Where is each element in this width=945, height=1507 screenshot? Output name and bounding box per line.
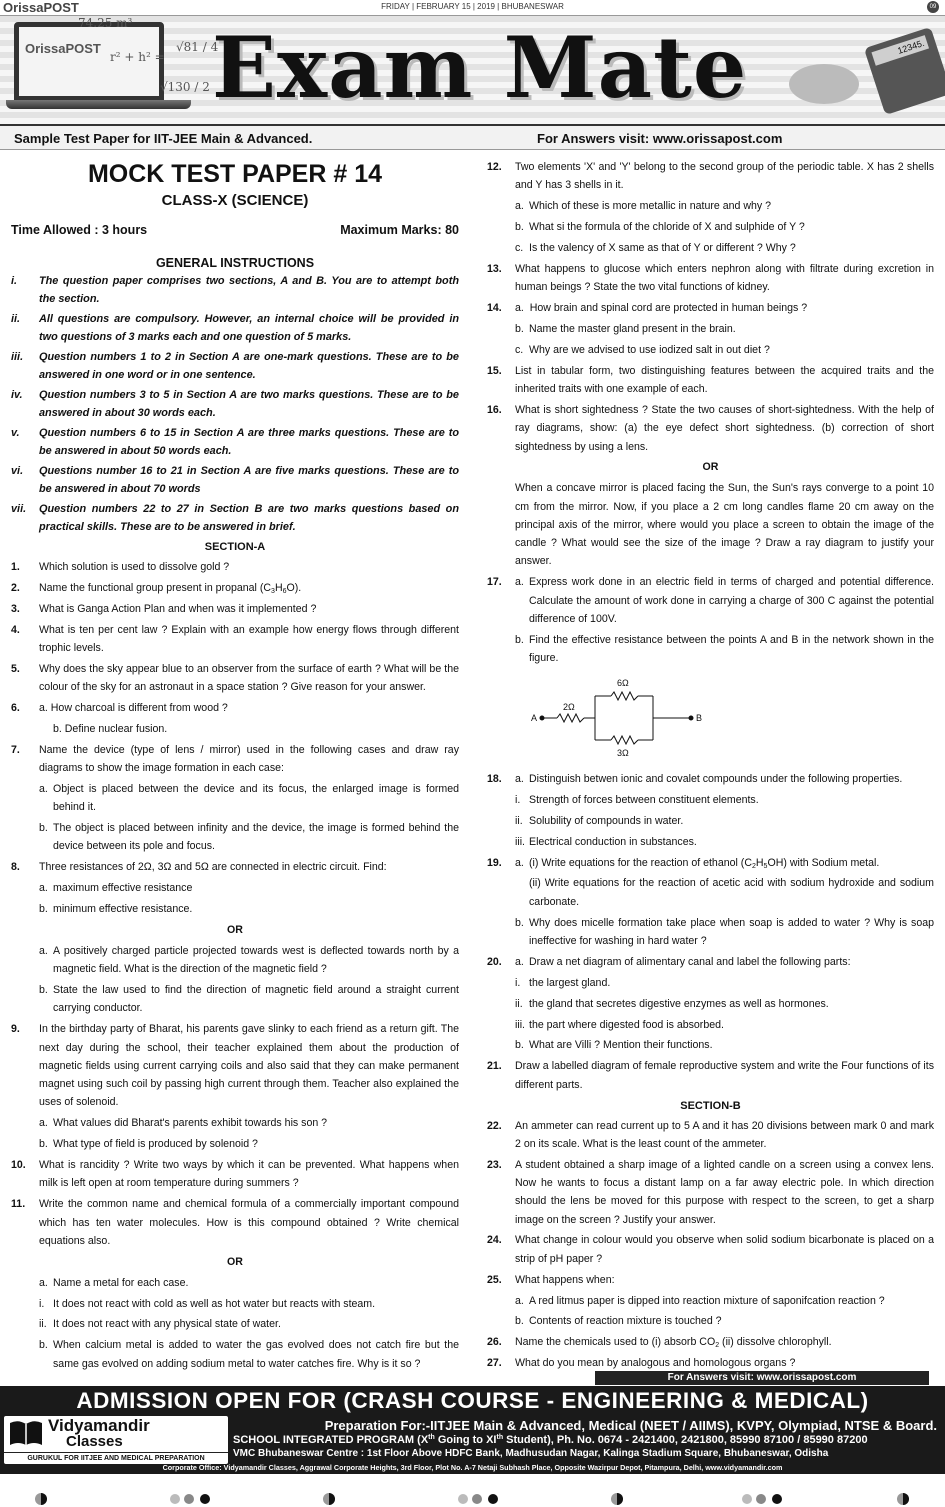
calculator-illustration	[864, 27, 945, 115]
logo-name-line2: Classes	[66, 1433, 123, 1450]
question-7: 7. Name the device (type of lens / mirror) used in the following cases and draw ray diagrams to show the image formation in each case:	[11, 743, 459, 775]
question-15: 15. List in tabular form, two distinguishing features between the acquired traits and the inherited traits with one example of each.	[487, 364, 934, 396]
resistor-3-label: 3Ω	[617, 748, 629, 759]
question-8a: a. maximum effective resistance	[39, 882, 193, 895]
page-number: 09	[927, 1, 939, 13]
question-14: 14. a. How brain and spinal cord are protected in human beings ?	[487, 302, 808, 315]
ad-headline: ADMISSION OPEN FOR (CRASH COURSE - ENGINEERING & MEDICAL)	[76, 1388, 869, 1413]
question-9b: b. What type of field is produced by solenoid ?	[39, 1138, 258, 1151]
or-divider: OR	[227, 923, 243, 936]
instruction-item: vii. Question numbers 22 to 27 in Section B are two marks questions based on practical skills. These are to be answered in brief.	[11, 502, 459, 534]
formula-text: √81 / 4	[176, 40, 219, 54]
question-2: 2. Name the functional group present in propanal $(C_3H_6O)$.	[11, 581, 302, 595]
ad-corporate-line: Corporate Office: Vidyamandir Classes, Aggrawal Corporate Heights, 3rd Floor, Plot No. A-7 Netaji Subhash Place, Opposite Wazirpur Depot, Pitampura, Delhi, www.vidyamandir.com	[162, 1463, 783, 1472]
question-9a: a. What values did Bharat's parents exhibit towards his son ?	[39, 1117, 328, 1130]
formula-text: 74.25 m³	[78, 16, 133, 30]
question-20-i: i. the largest gland.	[515, 976, 611, 989]
point-b-label: B	[696, 713, 703, 724]
masthead-title: Exam Mate	[212, 18, 748, 117]
or-divider: OR	[702, 461, 719, 474]
dateline: FRIDAY | FEBRUARY 15 | 2019 | BHUBANESWAR	[381, 2, 564, 11]
instruction-item: v. Question numbers 6 to 15 in Section A are three marks questions. These are to be answered in about 50 words each.	[11, 426, 459, 458]
question-18-ii: ii. Solubility of compounds in water.	[515, 814, 684, 827]
question-22: 22. An ammeter can read current up to 5 A and it has 20 divisions between mark 0 and mark 2 on its scale. What is the least count of the ammeter.	[487, 1119, 934, 1150]
formula-text: √130 / 2	[160, 80, 210, 94]
question-13: 13. What happens to glucose which enters nephron along with filtrate during excretion in human beings ? State the two vital functions of kidney.	[487, 262, 934, 294]
paper-title: MOCK TEST PAPER # 14	[87, 160, 383, 188]
mouse-illustration	[789, 64, 859, 104]
question-1: 1. Which solution is used to dissolve gold ?	[11, 560, 230, 573]
question-14c: c. Why are we advised to use iodized salt in out diet ?	[515, 343, 770, 356]
question-8b: b. minimum effective resistance.	[39, 903, 193, 916]
question-12c: c. Is the valency of X same as that of Y or different ? Why ?	[515, 241, 796, 254]
tagline-bar	[0, 124, 945, 150]
ad-centre-line: VMC Bhubaneswar Centre : 1st Floor Above HDFC Bank, Madhusudan Nagar, Kalinga Stadium Square, Bhubaneswar, Odisha	[233, 1448, 829, 1459]
advertisement-banner	[0, 1386, 945, 1474]
paper-subtitle: CLASS-X (SCIENCE)	[161, 192, 309, 209]
question-18-i: i. Strength of forces between constituent elements.	[515, 793, 759, 806]
left-column	[11, 158, 459, 1376]
registration-mark-icon	[896, 1492, 910, 1506]
logo-name-line1: Vidyamandir	[48, 1416, 150, 1435]
question-24: 24. What change in colour would you observe when solid sodium bicarbonate is placed on a strip of pH paper ?	[487, 1234, 934, 1265]
point-a-label: A	[531, 713, 538, 724]
question-18: 18. a. Distinguish betwen ionic and covalet compounds under the following properties.	[487, 773, 903, 786]
instruction-item: i. The question paper comprises two sections, A and B. You are to attempt both the section.	[11, 275, 459, 306]
question-8-or-b: b. State the law used to find the direction of magnetic field around a straight current carrying conductor.	[39, 984, 459, 1015]
formula-text: r² + h² =	[110, 50, 165, 64]
question-8-or-a: a. A positively charged particle projected towards west is deflected towards north by a magnetic field. What is the direction of the magnetic field ?	[39, 944, 459, 976]
registration-mark-icon	[456, 1492, 502, 1506]
tagline-left: Sample Test Paper for IIT-JEE Main & Advanced.	[14, 131, 313, 146]
question-20: 20. a. Draw a net diagram of alimentary canal and label the following parts:	[487, 955, 851, 968]
instruction-item: iii. Question numbers 1 to 2 in Section A are one-mark questions. These are to be answered in one word or in one sentence.	[11, 350, 459, 382]
question-19: 19. a. (i) Write equations for the reaction of ethanol $(C_2H_5OH)$ with Sodium metal.	[487, 856, 880, 870]
question-25a: a. A red litmus paper is dipped into reaction mixture of saponifcation reaction ?	[515, 1294, 885, 1307]
question-20-ii: ii. the gland that secretes digestive enzymes as well as hormones.	[515, 997, 829, 1010]
question-14b: b. Name the master gland present in the brain.	[515, 322, 736, 335]
question-8: 8. Three resistances of 2Ω, 3Ω and 5Ω are connected in electric circuit. Find:	[11, 861, 387, 874]
question-11a: a. Name a metal for each case.	[39, 1276, 189, 1289]
logo-tagline: GURUKUL FOR IITJEE AND MEDICAL PREPARATION	[4, 1452, 228, 1464]
laptop-brand: OrissaPOST	[25, 41, 101, 56]
question-27: 27. What do you mean by analogous and homologous organs ?	[487, 1357, 796, 1370]
instruction-item: vi. Questions number 16 to 21 in Section A are five marks questions. These are to be answered in about 70 words	[11, 464, 459, 496]
registration-mark-icon	[168, 1492, 214, 1506]
question-11: 11. Write the common name and chemical formula of a commercially important compound which has ten water molecules. How is this compound obtained ? Write chemical equations also.	[11, 1198, 459, 1247]
question-20b: b. What are Villi ? Mention their functions.	[515, 1039, 713, 1052]
question-16: 16. What is short sightedness ? State the two causes of short-sightedness. With the help of ray diagrams, show: (a) the eye defect short sightedness. (b) correction of short sightedness by using a lens.	[487, 403, 934, 453]
section-b-heading: SECTION-B	[680, 1099, 741, 1112]
question-21: 21. Draw a labelled diagram of female reproductive system and write the Four functions of its different parts.	[487, 1060, 934, 1091]
question-4: 4. What is ten per cent law ? Explain with an example how energy flows through different trophic levels.	[11, 623, 459, 654]
ad-program-line: SCHOOL INTEGRATED PROGRAM (Xth Going to XIth Student), Ph. No. 0674 - 2421400, 2421800, 85990 87100 / 85990 87200	[233, 1434, 868, 1446]
question-11-ii: ii. It does not react with any physical state of water.	[39, 1318, 281, 1331]
question-17: 17. a. Express work done in an electric field in terms of charged and potential difference. Calculate the amount of work done in carrying a charge of 300 C against the potential difference of 100V.	[487, 576, 934, 625]
book-icon	[8, 1419, 44, 1447]
question-19a-ii: (ii) Write equations for the reaction of acetic acid with sodium hydroxide and sodium carbonate.	[529, 877, 934, 908]
masthead	[0, 16, 945, 124]
question-12b: b. What si the formula of the chloride of X and sulphide of Y ?	[515, 221, 805, 234]
question-11b: b. When calcium metal is added to water the gas evolved does not catch fire but the same gas evolved on adding sodium metal to water catches fire. Why is it so ?	[39, 1339, 459, 1370]
question-18-iii: iii. Electrical conduction in substances.	[515, 835, 697, 848]
vidyamandir-logo	[4, 1416, 228, 1464]
section-a-heading: SECTION-A	[204, 540, 266, 553]
question-12: 12. Two elements 'X' and 'Y' belong to the second group of the periodic table. X has 2 shells and Y has 3 shells in it.	[487, 161, 934, 192]
resistor-2-label: 2Ω	[563, 702, 575, 713]
instruction-item: ii. All questions are compulsory. However, an internal choice will be provided in two questions of 3 marks each and one question of 5 marks.	[11, 312, 459, 344]
question-6b: b. Define nuclear fusion.	[53, 722, 168, 735]
print-registration-marks	[0, 1490, 945, 1507]
question-26: 26. Name the chemicals used to (i) absorb $CO_2$ (ii) dissolve chlorophyll.	[487, 1336, 832, 1350]
question-19b: b. Why does micelle formation take place when soap is added to water ? Why is soap ineffective for washing in hard water ?	[515, 916, 934, 947]
paper-meta	[11, 220, 459, 240]
question-7a: a. Object is placed between the device and its focus, the enlarged image is formed behind it.	[39, 782, 459, 814]
instruction-item: iv. Question numbers 3 to 5 in Section A are two marks questions. These are to be answered in about 30 words each.	[11, 388, 459, 420]
instructions-title: GENERAL INSTRUCTIONS	[155, 256, 315, 270]
question-9: 9. In the birthday party of Bharat, his parents gave slinky to each friend as a return gift. The next day during the school, their teacher explained them about the production of magnetic fields using current carrying coils and also said that they can make permanent magnet using such coil by passing high current through them. Teacher also explained the uses of solenoid.	[11, 1023, 459, 1109]
question-25: 25. What happens when:	[487, 1273, 615, 1286]
top-strip	[0, 0, 945, 16]
question-11-i: i. It does not react with cold as well as hot water but reacts with steam.	[39, 1297, 376, 1310]
laptop-base	[6, 100, 191, 109]
newspaper-brand: OrissaPOST	[3, 0, 79, 15]
question-16-or: When a concave mirror is placed facing the Sun, the Sun's rays converge to a point 10 cm from the mirror. Now, if you place a 2 cm long candles flame 20 cm away on the principal axis of the mirror, where would you place a screen to obtain the image of the candle ? What would see the size of the image ? Draw a ray diagram to justify your answer.	[515, 482, 934, 568]
maximum-marks: Maximum Marks: 80	[340, 223, 459, 237]
question-10: 10. What is rancidity ? Write two ways by which it can be prevented. What happens when milk is left open at room temperature during summers ?	[11, 1159, 459, 1190]
question-7b: b. The object is placed between infinity and the device, the image is formed behind the device between its pole and focus.	[39, 822, 459, 853]
laptop-illustration	[6, 22, 206, 118]
question-3: 3. What is Ganga Action Plan and when was it implemented ?	[11, 602, 317, 615]
or-divider: OR	[227, 1255, 243, 1268]
registration-mark-icon	[740, 1492, 786, 1506]
tagline-right: For Answers visit: www.orissapost.com	[537, 131, 783, 146]
answers-link-bar[interactable]: For Answers visit: www.orissapost.com	[595, 1371, 929, 1385]
registration-mark-icon	[34, 1492, 48, 1506]
question-23: 23. A student obtained a sharp image of a lighted candle on a screen using a convex lens. Now he wants to focus a distant lamp on a far away electric pole. In which direction should the lens be moved for this purpose with respect to the screen, to get a sharp image on the screen ? Justify your answer.	[487, 1158, 934, 1226]
calculator-display: 12345.	[871, 35, 929, 66]
registration-mark-icon	[610, 1492, 624, 1506]
resistor-6-label: 6Ω	[617, 678, 629, 689]
time-allowed: Time Allowed : 3 hours	[11, 223, 148, 237]
ad-preparation-line: Preparation For:-IITJEE Main & Advanced, Medical (NEET / AIIMS), KVPY, Olympiad, NTSE & Board.	[324, 1418, 937, 1433]
circuit-diagram	[515, 670, 934, 766]
registration-mark-icon	[322, 1492, 336, 1506]
question-5: 5. Why does the sky appear blue to an observer from the surface of earth ? What will be the colour of the sky for an astronaut in a space station ? Give reason for your answer.	[11, 662, 459, 694]
question-17b: b. Find the effective resistance between the points A and B in the network shown in the figure.	[515, 633, 934, 665]
question-12a: a. Which of these is more metallic in nature and why ?	[515, 200, 772, 213]
right-column	[487, 158, 934, 1375]
question-6: 6. a. How charcoal is different from wood ?	[11, 701, 228, 714]
question-20-iii: iii. the part where digested food is absorbed.	[515, 1018, 724, 1031]
question-25b: b. Contents of reaction mixture is touched ?	[515, 1315, 722, 1328]
